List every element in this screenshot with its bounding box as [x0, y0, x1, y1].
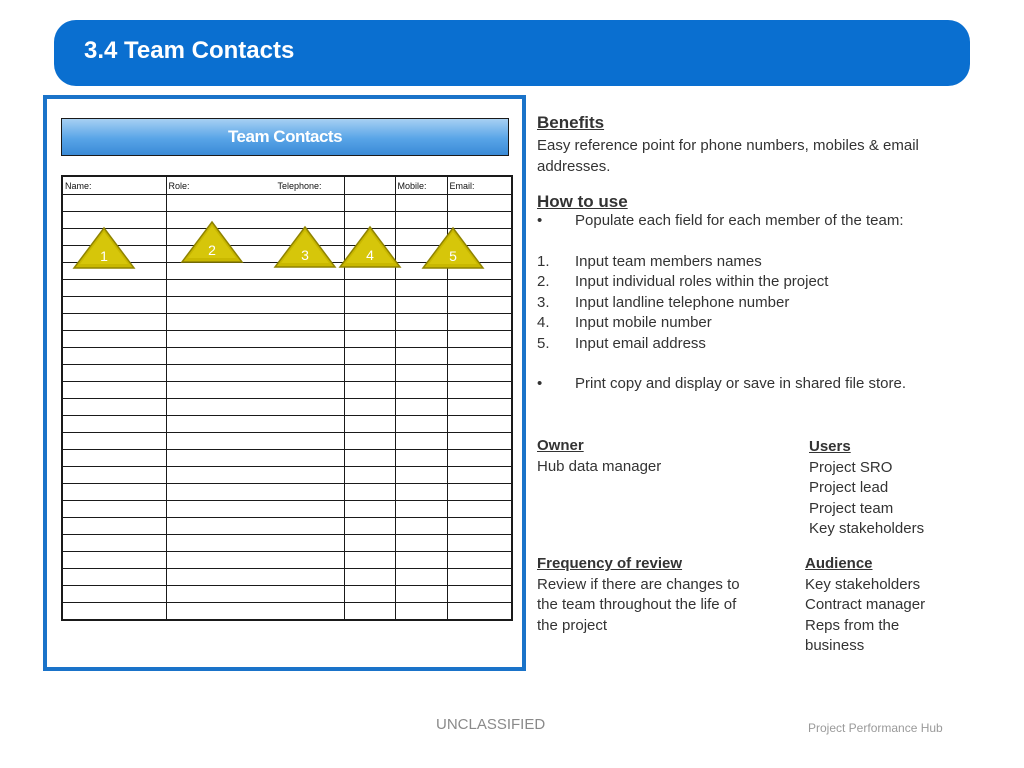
table-cell: [62, 603, 166, 621]
table-cell: [62, 365, 166, 382]
table-row: [62, 518, 512, 535]
how-to-use-intro: [537, 211, 982, 232]
list-item: [537, 252, 982, 273]
step-number: 4.: [537, 314, 550, 331]
bullet-marker: •: [537, 375, 543, 392]
table-cell: [344, 433, 395, 450]
column-header-role: [166, 176, 344, 195]
table-cell: [166, 467, 344, 484]
final-text: Print copy and display or save in shared file store.: [575, 375, 907, 392]
table-cell: [395, 501, 447, 518]
table-cell: [395, 535, 447, 552]
table-cell: [166, 297, 344, 314]
audience-line: Reps from the: [805, 616, 900, 634]
users-line: Project SRO: [809, 458, 893, 476]
step-number: 1.: [537, 252, 550, 270]
table-cell: [344, 501, 395, 518]
marker-1: [72, 226, 136, 270]
table-row: [62, 399, 512, 416]
table-cell: [447, 280, 512, 297]
table-cell: [395, 314, 447, 331]
table-cell: [395, 569, 447, 586]
table-cell: [62, 586, 166, 603]
table-row: [62, 467, 512, 484]
users-line: Key stakeholders: [809, 520, 925, 537]
table-row: [62, 450, 512, 467]
table-cell: [62, 399, 166, 416]
table-cell: [395, 297, 447, 314]
info-panel: [537, 112, 982, 395]
table-row: [62, 297, 512, 314]
table-cell: [166, 586, 344, 603]
table-cell: [395, 331, 447, 348]
table-cell: [344, 586, 395, 603]
table-cell: [166, 331, 344, 348]
step-text: Input individual roles within the project: [575, 273, 829, 290]
table-cell: [344, 382, 395, 399]
table-cell: [166, 195, 344, 212]
table-cell: [447, 569, 512, 586]
intro-text: Populate each field for each member of the team:: [575, 212, 904, 229]
marker-label-1: 1: [100, 248, 108, 264]
table-cell: [62, 297, 166, 314]
column-header-mobile: Mobile:: [395, 176, 447, 195]
step-text: Input team members names: [575, 252, 762, 270]
table-cell: [62, 450, 166, 467]
table-cell: [166, 365, 344, 382]
table-cell: [447, 399, 512, 416]
step-text: Input mobile number: [575, 314, 712, 331]
table-cell: [344, 484, 395, 501]
table-cell: [344, 297, 395, 314]
table-cell: [447, 552, 512, 569]
table-cell: [447, 365, 512, 382]
table-cell: [166, 450, 344, 467]
step-number: 5.: [537, 334, 550, 352]
table-cell: [395, 365, 447, 382]
table-cell: [344, 314, 395, 331]
marker-4: [338, 225, 402, 269]
how-to-use-heading: How to use: [537, 192, 628, 211]
table-cell: [395, 484, 447, 501]
table-cell: [62, 501, 166, 518]
team-contacts-sheet-image: [43, 95, 526, 671]
table-cell: [166, 569, 344, 586]
table-cell: [447, 348, 512, 365]
bullet-marker: •: [537, 212, 543, 229]
table-row: [62, 535, 512, 552]
table-cell: [447, 501, 512, 518]
title-bar: [54, 20, 970, 86]
table-cell: [447, 195, 512, 212]
marker-label-2: 2: [208, 242, 216, 258]
audience-line: business: [805, 637, 865, 654]
table-cell: [166, 484, 344, 501]
table-cell: [447, 433, 512, 450]
table-cell: [62, 552, 166, 569]
table-cell: [447, 331, 512, 348]
table-cell: [344, 365, 395, 382]
frequency-line: Review if there are changes to: [537, 575, 740, 593]
table-cell: [166, 433, 344, 450]
step-number: 2.: [537, 273, 550, 290]
marker-label-5: 5: [449, 248, 457, 264]
table-cell: [447, 535, 512, 552]
table-cell: [62, 280, 166, 297]
table-cell: [395, 195, 447, 212]
table-cell: [395, 433, 447, 450]
table-cell: [166, 399, 344, 416]
column-header-blank: [344, 176, 395, 195]
table-cell: [62, 348, 166, 365]
table-cell: [62, 314, 166, 331]
table-cell: [166, 280, 344, 297]
table-cell: [344, 552, 395, 569]
table-cell: [62, 518, 166, 535]
steps-list: [537, 252, 982, 355]
sheet-title: Team Contacts: [61, 118, 509, 156]
users-line: Project team: [809, 499, 894, 517]
table-cell: [62, 195, 166, 212]
table-cell: [447, 382, 512, 399]
table-cell: [166, 603, 344, 621]
table-cell: [395, 450, 447, 467]
table-cell: [62, 433, 166, 450]
table-cell: [344, 569, 395, 586]
table-cell: [395, 348, 447, 365]
table-cell: [447, 586, 512, 603]
table-row: [62, 501, 512, 518]
benefits-heading: Benefits: [537, 113, 605, 132]
table-cell: [344, 603, 395, 621]
table-row: [62, 382, 512, 399]
table-cell: [447, 297, 512, 314]
table-cell: [62, 467, 166, 484]
users-heading: Users: [809, 438, 851, 455]
list-item: [537, 313, 982, 334]
how-to-use-final: [537, 374, 982, 395]
table-cell: [447, 450, 512, 467]
table-row: [62, 416, 512, 433]
page-title: 3.4 Team Contacts: [84, 37, 295, 64]
table-row: [62, 348, 512, 365]
audience-block: [805, 554, 925, 657]
frequency-block: [537, 554, 740, 636]
audience-line: Key stakeholders: [805, 575, 921, 593]
marker-label-3: 3: [301, 247, 309, 263]
table-cell: [166, 518, 344, 535]
table-cell: [166, 552, 344, 569]
table-row: [62, 603, 512, 621]
column-header-email: Email:: [447, 176, 512, 195]
frequency-heading: Frequency of review: [537, 555, 683, 572]
table-cell: [344, 467, 395, 484]
users-block: [809, 437, 924, 540]
table-cell: [395, 467, 447, 484]
step-text: Input landline telephone number: [575, 293, 790, 311]
table-cell: [395, 399, 447, 416]
users-line: Project lead: [809, 479, 889, 496]
table-cell: [62, 569, 166, 586]
table-cell: [166, 382, 344, 399]
table-cell: [447, 416, 512, 433]
table-row: [62, 365, 512, 382]
table-cell: [395, 603, 447, 621]
table-cell: [344, 535, 395, 552]
marker-5: [421, 226, 485, 270]
table-cell: [344, 518, 395, 535]
table-row: [62, 586, 512, 603]
table-cell: [395, 416, 447, 433]
table-cell: [395, 586, 447, 603]
table-cell: [62, 484, 166, 501]
table-cell: [166, 416, 344, 433]
table-cell: [344, 348, 395, 365]
table-row: [62, 314, 512, 331]
brand-label: Project Performance Hub: [808, 721, 943, 735]
table-cell: [166, 314, 344, 331]
step-text: Input email address: [575, 334, 706, 352]
table-cell: [447, 314, 512, 331]
table-cell: [62, 535, 166, 552]
table-row: [62, 280, 512, 297]
table-cell: [395, 280, 447, 297]
step-number: 3.: [537, 293, 550, 311]
table-cell: [447, 518, 512, 535]
table-header-row: [62, 176, 512, 195]
table-cell: [344, 450, 395, 467]
table-cell: [344, 280, 395, 297]
audience-line: Contract manager: [805, 596, 926, 613]
marker-label-4: 4: [366, 247, 374, 263]
table-cell: [395, 552, 447, 569]
marker-2: [180, 220, 244, 264]
table-row: [62, 331, 512, 348]
list-item: [537, 293, 982, 314]
table-cell: [344, 195, 395, 212]
table-cell: [447, 484, 512, 501]
table-cell: [447, 467, 512, 484]
table-cell: [62, 416, 166, 433]
marker-3: [273, 225, 337, 269]
column-header-role-label: Role:: [168, 180, 190, 191]
owner-line: Hub data manager: [537, 457, 662, 475]
benefits-text: Easy reference point for phone numbers, mobiles & email addresses.: [537, 137, 919, 175]
table-cell: [166, 348, 344, 365]
owner-block: [537, 436, 661, 477]
audience-heading: Audience: [805, 555, 873, 572]
table-cell: [395, 518, 447, 535]
table-cell: [344, 416, 395, 433]
table-cell: [166, 501, 344, 518]
frequency-line: the team throughout the life of: [537, 596, 737, 613]
list-item: [537, 272, 982, 293]
table-cell: [344, 399, 395, 416]
list-item: [537, 334, 982, 355]
table-row: [62, 552, 512, 569]
classification-label: UNCLASSIFIED: [436, 716, 546, 733]
table-row: [62, 484, 512, 501]
table-cell: [447, 603, 512, 621]
table-row: [62, 195, 512, 212]
table-row: [62, 433, 512, 450]
column-header-name: Name:: [62, 176, 166, 195]
table-cell: [395, 382, 447, 399]
table-cell: [344, 331, 395, 348]
table-cell: [62, 382, 166, 399]
table-cell: [62, 331, 166, 348]
table-cell: [166, 535, 344, 552]
column-header-telephone: Telephone:: [277, 180, 322, 191]
frequency-line: the project: [537, 616, 608, 634]
table-row: [62, 569, 512, 586]
owner-heading: Owner: [537, 437, 584, 454]
